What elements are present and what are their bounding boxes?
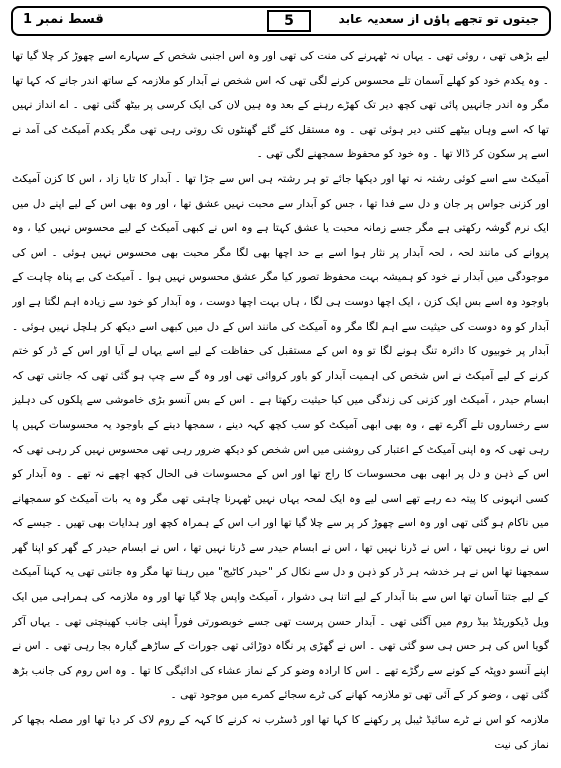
paragraph-1: لیے بڑھی تھی ، روئی تھی ۔ یہاں نہ ٹھہرنے کی منت کی تھی اور وہ اس اجنبی شخص کے سہارے اسے چھوڑ کر چلا گیا تھا ۔ وہ یکدم خود کو کھلے آسمان تلے محسوس کرنے لگی تھی کہ اس شخص نے آبدار کو ملازمہ کے ساتھ اندر جانے کہ کہا تھا مگر وہ اندر جانہیں پائی تھی کچھ دیر تک کھڑے رہنے کے بعد وہ ہیں لان کی ایک کرسی پر بیٹھ گئی تھی ۔ اے انداز نہیں تھا کہ اسے وہاں بیٹھے کتنی دیر ہوئی تھی ۔ وہ مستقل کئے گئے گھنٹوں تک روتی رہی تھی مگر یکدم آمیکٹ کی آمد نے اسے پر سکون کر ڈالا تھا ۔ وہ خود کو محفوظ سمجھنے لگی تھی ۔	[12, 50, 549, 161]
paragraph-2: آمیکٹ سے اسے کوئی رشتہ نہ تھا اور دیکھا جائے تو ہر رشتہ ہی اس سے جڑا تھا ۔ آبدار کا تایا زاد ، اس کا کزن آمیکٹ اور کزنی جواس پر جان و دل سے فدا تھا ، جس کو آبدار سے محبت نہیں عشق تھا ، اور وہ بھی اس کے لیے اپنے دل میں ایک نرم گوشہ رکھتی ہے مگر جسے زمانہ محبت یا عشق کہتا ہے وہ اس نے کبھی آمیکٹ کے لیے محسوس نہیں کیا ، وہ پروانے کی مانند لحہ ، لحہ آبدار پر نثار ہوا اسے بے حد اچھا بھی لگا مگر محبت بھی محسوس نہیں ہوئی ۔ اس کی موجودگی میں آبدار نے خود کو ہمیشہ بہت محفوظ تصور کیا مگر عشق محسوس نہیں ہوا ۔ آمیکٹ کی بے پناہ چاہت کے باوجود وہ اسے بس ایک کزن ، ایک اچھا دوست ہی لگا ، ہاں بہت اچھا دوست ، وہ آبدار کو خود سے زیادہ اہم لگتا ہے اور آبدار کو وہ دوست کی حیثیت سے اہم لگا مگر وہ آمیکٹ کی مانند اس کے دل میں کبھی اسے دیکھ کر ہلچل نہیں ہوئی ۔ آبدار پر خوبیوں کا دائرہ تنگ ہونے لگا تو وہ اس کے مستقبل کی حفاظت کے لیے اسے یہاں لے آیا اور اس کے ڈر کو ختم کرنے کے لیے آمیکٹ نے اس شخص کی اہمیت آبدار کو باور کروائی تھی اور وہ گے سے چپ ہو گئی تھی کہ جانتی تھی کہ ابسام حیدر ، آمیکٹ اور کزنی کی زندگی میں کیا حیثیت رکھتا ہے ۔ اس کے بس آنسو بڑی خاموشی سے پلکوں کی دہلیز سے رخساروں تلے آگرے تھے ، وہ بھی ابھی آمیکٹ کو سب کچھ کہہ دینے ، سمجھا دینے کے باوجود یہ محسوسات کہیں پا رہی تھی کہ وہ اپنی آمیکٹ کے اعتبار کی روشنی میں اس شخص کو دیکھ ضرور رہی تھی محسوس نہیں کر رہی تھی کہ اس کے ذہن و دل پر ابھی بھی محسوسات کا راج تھا اور اس کے محسوسات فی الحال کچھ اچھے نہ تھے ۔ وہ آبدار کو کسی انہونی کا پیتہ دے رہے تھے اسی لیے وہ ایک لمحہ یہاں نہیں ٹھہرنا چاہتی تھی مگر وہ یہ بات آمیکٹ کو سمجھانے میں ناکام ہو گئی تھی اور وہ اسے چھوڑ کر پر سے چلا گیا تھا اور اب اس کے ہمراہ کچھ اور ہدایات بھی تھیں ۔ جیسے کہ اس نے رونا نہیں تھا ، اس نے ڈرنا نہیں تھا ، اس نے ابسام حیدر سے ڈرنا نہیں تھا ، اس نے ابسام حیدر کے گھر کو اپنا گھر سمجھنا تھا اس نے ہر خدشہ ہر ڈر کو ذہن و دل سے نکال کر "حیدر کاٹیج" میں رہنا تھا مگر وہ جانتی تھی یہ کہنا آمیکٹ کے لیے جتنا آسان تھا اس سے بنا آبدار کے لیے اتنا ہی دشوار ، آمیکٹ واپس چلا گیا تھا اور وہ ملازمہ کی ہمراہی میں ایک ویل ڈیکوریٹڈ بیڈ روم میں آگئی تھی ۔ آبدار حسن پرست تھی جسے خوبصورتی فوراً اپنی جانب کھینچتی تھی ۔ یہاں آکر گویا اس کی ہر حس ہی سو گئی تھی ۔ اس نے گھڑی پر نگاہ دوڑائی تھی جورات کے ساڑھے گیارہ بجا رہی تھی ۔ اس نے اپنے آنسو دوپٹہ کے کونے سے رگڑے تھے ۔ اس کا ارادہ وضو کر کے نماز عشاء کی ادائیگی کا تھا ۔ وہ اس روم کی جانب بڑھ گئی تھی ، وضو کر کے آئی تھی تو ملازمہ کھانے کی ٹرے سجائے کمرے میں موجود تھی ۔	[12, 172, 549, 702]
episode-label: قسط نمبر 1	[23, 12, 104, 27]
page-number: 5	[267, 10, 311, 32]
body-text	[12, 44, 549, 762]
paragraph-3: ملازمہ کو اس نے ٹرے سائیڈ ٹیبل پر رکھنے کا کہا تھا اور ڈسٹرب نہ کرنے کا کہہ کے روم لاک کر دیا تھا اور مصلہ بچھا کر نماز کی نیت	[12, 714, 549, 751]
story-title: جیتوں تو تجھے پاؤں از سعدیہ عابد	[338, 12, 539, 26]
page-header	[11, 6, 551, 36]
